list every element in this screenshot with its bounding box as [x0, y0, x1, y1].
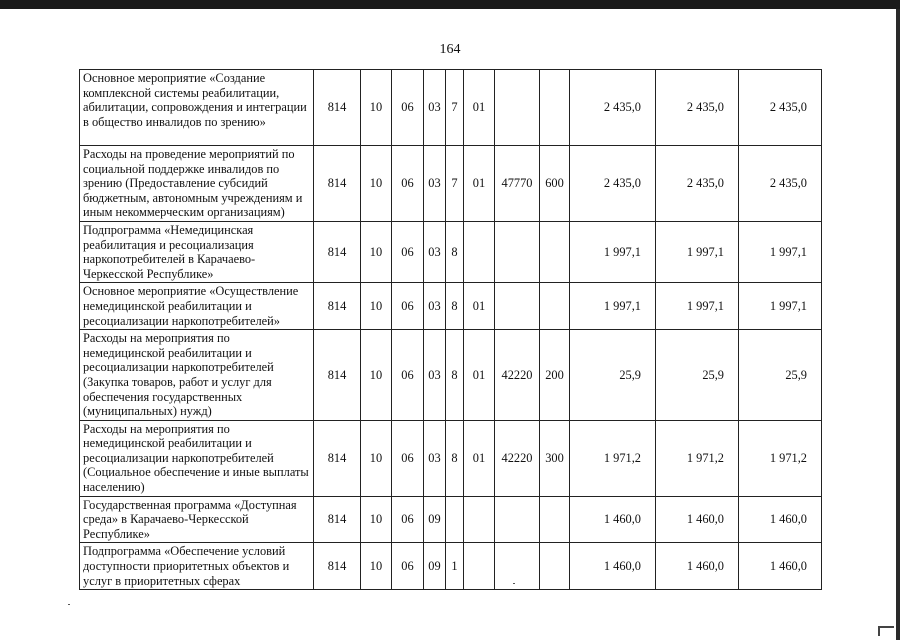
cell-direction: [495, 283, 540, 330]
cell-subprogram: [446, 496, 464, 543]
cell-name: Подпрограмма «Обеспечение условий доступности приоритетных объектов и услуг в приоритетных сферах: [80, 543, 314, 590]
cell-sum-2: 2 435,0: [656, 146, 739, 222]
cell-subprogram: 7: [446, 70, 464, 146]
cell-subsection: 06: [392, 70, 424, 146]
cell-expense-type: [540, 70, 570, 146]
cell-program: 03: [424, 330, 446, 421]
cell-sum-2: 1 460,0: [656, 543, 739, 590]
cell-ministry: 814: [314, 330, 361, 421]
table-row: [80, 330, 822, 421]
cell-subprogram: 8: [446, 283, 464, 330]
cell-name: Государственная программа «Доступная среда» в Карачаево-Черкесской Республике»: [80, 496, 314, 543]
cell-event: [464, 543, 495, 590]
cell-name: Расходы на проведение мероприятий по социальной поддержке инвалидов по зрению (Предоставление субсидий бюджетным, автономным учреждениям и иным некоммерческим организациям): [80, 146, 314, 222]
cell-direction: [495, 496, 540, 543]
scan-speck: [68, 604, 70, 605]
cell-section: 10: [361, 496, 392, 543]
cell-sum-2: 25,9: [656, 330, 739, 421]
cell-event: 01: [464, 283, 495, 330]
cell-sum-1: 1 997,1: [570, 221, 656, 282]
cell-subprogram: 7: [446, 146, 464, 222]
cell-sum-3: 1 460,0: [739, 496, 822, 543]
cell-section: 10: [361, 221, 392, 282]
scan-top-edge: [0, 0, 900, 9]
table-row: [80, 146, 822, 222]
cell-name: Основное мероприятие «Осуществление немедицинской реабилитации и ресоциализации наркопотребителей»: [80, 283, 314, 330]
cell-event: 01: [464, 70, 495, 146]
cell-ministry: 814: [314, 146, 361, 222]
cell-subsection: 06: [392, 496, 424, 543]
cell-sum-2: 1 997,1: [656, 283, 739, 330]
cell-sum-3: 2 435,0: [739, 70, 822, 146]
cell-ministry: 814: [314, 543, 361, 590]
cell-program: 03: [424, 420, 446, 496]
cell-section: 10: [361, 70, 392, 146]
cell-section: 10: [361, 146, 392, 222]
cell-sum-1: 1 460,0: [570, 543, 656, 590]
cell-program: 09: [424, 496, 446, 543]
cell-expense-type: [540, 283, 570, 330]
cell-sum-3: 1 997,1: [739, 221, 822, 282]
cell-sum-1: 25,9: [570, 330, 656, 421]
cell-name: Основное мероприятие «Создание комплексной системы реабилитации, абилитации, сопровождения и интеграции в общество инвалидов по зрению»: [80, 70, 314, 146]
cell-section: 10: [361, 543, 392, 590]
cell-expense-type: [540, 221, 570, 282]
table-row: [80, 420, 822, 496]
table-body: [80, 70, 822, 590]
cell-program: 03: [424, 283, 446, 330]
cell-sum-1: 2 435,0: [570, 146, 656, 222]
cell-sum-3: 25,9: [739, 330, 822, 421]
cell-subsection: 06: [392, 283, 424, 330]
cell-sum-3: 1 971,2: [739, 420, 822, 496]
cell-subprogram: 8: [446, 330, 464, 421]
budget-table: [79, 69, 822, 590]
cell-ministry: 814: [314, 221, 361, 282]
cell-sum-3: 1 460,0: [739, 543, 822, 590]
cell-name: Расходы на мероприятия по немедицинской реабилитации и ресоциализации наркопотребителей (Закупка товаров, работ и услуг для обеспечения государственных (муниципальных) нужд): [80, 330, 314, 421]
cell-direction: [495, 70, 540, 146]
cell-subprogram: 1: [446, 543, 464, 590]
cell-program: 03: [424, 146, 446, 222]
cell-expense-type: 300: [540, 420, 570, 496]
cell-ministry: 814: [314, 283, 361, 330]
cell-subprogram: 8: [446, 221, 464, 282]
cell-sum-1: 1 971,2: [570, 420, 656, 496]
cell-section: 10: [361, 330, 392, 421]
cell-sum-3: 2 435,0: [739, 146, 822, 222]
cell-expense-type: 600: [540, 146, 570, 222]
table-row: [80, 283, 822, 330]
cell-sum-2: 1 460,0: [656, 496, 739, 543]
cell-event: [464, 221, 495, 282]
cell-expense-type: [540, 543, 570, 590]
cell-section: 10: [361, 420, 392, 496]
cell-direction: 42220: [495, 420, 540, 496]
cell-event: 01: [464, 330, 495, 421]
cell-subsection: 06: [392, 146, 424, 222]
cell-program: 03: [424, 221, 446, 282]
table-row: [80, 221, 822, 282]
cell-ministry: 814: [314, 496, 361, 543]
table-row: [80, 496, 822, 543]
cell-ministry: 814: [314, 420, 361, 496]
cell-program: 03: [424, 70, 446, 146]
cell-section: 10: [361, 283, 392, 330]
cell-expense-type: 200: [540, 330, 570, 421]
cell-sum-2: 2 435,0: [656, 70, 739, 146]
cell-subsection: 06: [392, 543, 424, 590]
cell-sum-2: 1 997,1: [656, 221, 739, 282]
cell-event: 01: [464, 420, 495, 496]
table-row: [80, 70, 822, 146]
cell-sum-1: 1 997,1: [570, 283, 656, 330]
cell-program: 09: [424, 543, 446, 590]
table-row: [80, 543, 822, 590]
cell-direction: [495, 221, 540, 282]
cell-name: Расходы на мероприятия по немедицинской реабилитации и ресоциализации наркопотребителей (Социальное обеспечение и иные выплаты населению): [80, 420, 314, 496]
cell-name: Подпрограмма «Немедицинская реабилитация и ресоциализация наркопотребителей в Карачаево-Черкесской Республике»: [80, 221, 314, 282]
cell-subprogram: 8: [446, 420, 464, 496]
cell-direction: 47770: [495, 146, 540, 222]
page-number: 164: [439, 42, 461, 57]
cell-expense-type: [540, 496, 570, 543]
cell-event: 01: [464, 146, 495, 222]
scan-right-edge: [896, 9, 900, 640]
cell-ministry: 814: [314, 70, 361, 146]
cell-direction: [495, 543, 540, 590]
cell-sum-3: 1 997,1: [739, 283, 822, 330]
scan-speck: [513, 583, 515, 584]
scan-corner-mark: [878, 626, 894, 636]
cell-direction: 42220: [495, 330, 540, 421]
cell-subsection: 06: [392, 420, 424, 496]
cell-event: [464, 496, 495, 543]
cell-subsection: 06: [392, 330, 424, 421]
cell-sum-2: 1 971,2: [656, 420, 739, 496]
cell-sum-1: 1 460,0: [570, 496, 656, 543]
cell-subsection: 06: [392, 221, 424, 282]
cell-sum-1: 2 435,0: [570, 70, 656, 146]
